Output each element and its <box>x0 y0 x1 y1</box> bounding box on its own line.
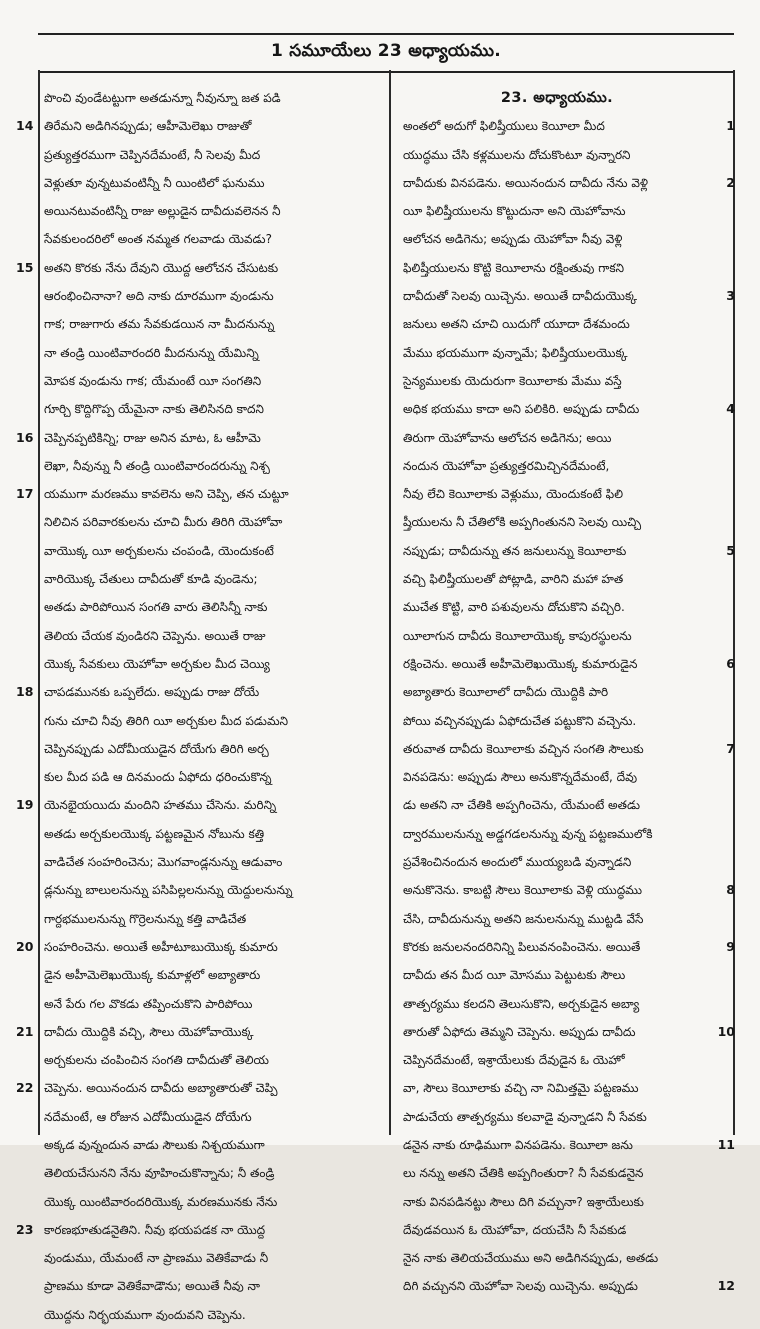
verse-number: 3 <box>726 288 735 304</box>
verse-number: 12 <box>717 1278 735 1294</box>
verse-number: 18 <box>16 684 34 700</box>
text-line <box>397 791 737 819</box>
line-text: కుల మీద పడి ఆ దినమందు ఏఫోదు ధరించుకొన్న <box>44 770 272 785</box>
text-line <box>397 1159 737 1187</box>
line-text: అతడు అర్చకులయొక్క పట్టణమైన నోబును కత్తి <box>44 826 265 841</box>
verse-number: 9 <box>726 938 735 954</box>
line-text: వారియొక్క చేతులు దావీదుతో కూడి వుండెను; <box>44 572 258 587</box>
text-line <box>14 141 386 169</box>
verse-number: 16 <box>16 429 34 445</box>
line-text: తిరేమని అడిగినప్పుడు; ఆహీమెలెఖు రాజుతో <box>44 119 252 134</box>
line-text: జనులు అతని చూచి యిదుగో యూదా దేశమందు <box>403 317 630 332</box>
line-text: తిరుగా యెహోవాను ఆలోచన అడిగెను; అయి <box>403 430 612 445</box>
verse-number: 17 <box>16 486 34 502</box>
line-text: దావీదు తన మీద యీ మోసము పెట్టుటకు సౌలు <box>403 968 626 983</box>
line-text: తారుతో ఏఫోదు తెమ్మని చెప్పెను. అప్పుడు దావీదు <box>403 1024 636 1039</box>
text-line <box>397 1074 737 1102</box>
text-line <box>14 1216 386 1244</box>
text-line <box>397 339 737 367</box>
text-line <box>14 820 386 848</box>
line-text: అబ్యాతారు కెయీలాలో దావీదు యొద్దికి పారి <box>403 685 609 700</box>
line-text: ప్రాణము కూడా వెతికేవాడౌను; అయితే నీవు నా <box>44 1279 261 1294</box>
text-line <box>397 197 737 225</box>
text-line <box>14 791 386 819</box>
text-line <box>397 876 737 904</box>
line-text: ద్వారములనున్ను అడ్డగడలనున్ను వున్న పట్టణములోకి <box>403 826 653 841</box>
text-line <box>14 848 386 876</box>
text-line <box>14 169 386 197</box>
text-line <box>14 905 386 933</box>
text-line <box>14 84 386 112</box>
text-line <box>14 367 386 395</box>
text-line <box>397 480 737 508</box>
line-text: అతని కొరకు నేను దేవుని యొద్ద ఆలోచన చేసుటకు <box>44 260 279 275</box>
line-text: అనుకొనెను. కాబట్టి సౌలు కెయీలాకు వెళ్లి యుద్ధము <box>403 883 643 898</box>
line-text: ఫిలిష్తీయులను కొట్టి కెయీలాను రక్షింతువు గాకని <box>403 260 625 275</box>
line-text: యీ ఫిలిష్తీయులను కొట్టుదునా అని యెహోవాను <box>403 204 626 219</box>
line-text: తరువాత దావీదు కెయీలాకు వచ్చిన సంగతి సౌలుకు <box>403 741 644 756</box>
line-text: గాక; రాజుగారు తమ సేవకుడయిన నా మీదనున్ను <box>44 317 275 332</box>
text-line <box>397 650 737 678</box>
verse-number: 22 <box>16 1080 34 1096</box>
verse-number: 11 <box>717 1136 735 1152</box>
verse-number: 19 <box>16 797 34 813</box>
line-text: అంతలో అదుగో ఫిలిష్తీయులు కెయీలా మీద <box>403 119 605 134</box>
line-text: వాడిచేత సంహరించెను; మొగవాండ్లనున్ను ఆడువాం <box>44 855 283 870</box>
left-text-column <box>14 84 386 1329</box>
text-line <box>14 1301 386 1329</box>
line-text: చెప్పినప్పుడు ఎదోమీయుడైన దోయేగు తిరిగి అర్చ <box>44 741 269 756</box>
text-line <box>14 1074 386 1102</box>
text-line <box>397 141 737 169</box>
text-line <box>397 1046 737 1074</box>
line-text: ఆలోచన అడిగెను; అప్పుడు యెహోవా నీవు వెళ్లి <box>403 232 623 247</box>
line-text: డ్లనున్ను బాలులనున్ను పసిపిల్లలనున్ను యెద్దులనున్ను <box>44 883 293 898</box>
text-line <box>14 254 386 282</box>
text-line <box>14 508 386 536</box>
text-line <box>14 678 386 706</box>
line-text: యొద్దను నిర్భయముగా వుందువని చెప్పెను. <box>44 1307 246 1322</box>
verse-number: 1 <box>726 118 735 134</box>
line-text: సంహరించెను. అయితే అహీటూబుయొక్క కుమారు <box>44 939 278 954</box>
line-text: ఆరంభించినానా? అది నాకు దూరముగా వుండును <box>44 289 274 304</box>
text-line <box>14 990 386 1018</box>
line-text: పొంచి వుండేటట్టుగా అతడున్నూ నీవున్నూ జత పడి <box>44 91 281 105</box>
line-text: వా, సౌలు కెయీలాకు వచ్చి నా నిమిత్తమై పట్టణము <box>403 1081 639 1096</box>
line-text: అయినటువంటిన్నీ రాజు అల్లుడైన దావీదువలెనన నీ <box>44 204 281 219</box>
text-line <box>14 480 386 508</box>
text-line <box>397 933 737 961</box>
line-text: గార్దభములనున్ను గొర్రెలనున్ను కత్తి వాడిచేత <box>44 911 247 926</box>
page-title: 1 సమూయేలు 23 అధ్యాయము. <box>270 41 502 61</box>
text-line <box>14 1018 386 1046</box>
text-line <box>397 763 737 791</box>
verse-number: 23 <box>16 1221 34 1237</box>
text-line <box>14 763 386 791</box>
line-text: దావీదుకు వినపడెను. అయినందున దావీదు నేను వెళ్లి <box>403 175 648 190</box>
text-line <box>14 112 386 140</box>
line-text: వచ్చి ఫిలిష్తీయులతో పోట్లాడి, వారిని మహా హత <box>403 572 624 587</box>
text-line <box>397 254 737 282</box>
text-line <box>14 225 386 253</box>
line-text: నందున యెహోవా ప్రత్యుత్తరమిచ్చినదేమంటే, <box>403 458 610 473</box>
line-text: ముచేత కొట్టి, వారి పశువులను దోచుకొని వచ్చిరి. <box>403 600 625 615</box>
line-text: కొరకు జనులనందరినిన్ని పిలువనంపించెను. అయితే <box>403 939 641 954</box>
text-line <box>14 1131 386 1159</box>
text-line <box>397 395 737 423</box>
line-text: యెనభైయయిదు మందిని హతము చేసెను. మరిన్ని <box>44 798 277 813</box>
text-line <box>397 310 737 338</box>
line-text: యీలాగున దావీదు కెయీలాయొక్క కాపురస్థులను <box>403 628 632 643</box>
line-text: యొక్క సేవకులు యెహోవా అర్చకుల మీద చెయ్యి <box>44 656 270 671</box>
line-text: గూర్చి కొద్దిగొప్ప యేమైనా నాకు తెలిసినది కాదని <box>44 402 264 417</box>
verse-number: 21 <box>16 1023 34 1039</box>
text-line <box>14 282 386 310</box>
verse-number: 5 <box>726 542 735 558</box>
text-line <box>14 933 386 961</box>
text-line <box>14 1244 386 1272</box>
line-text: సేవకులందరిలో అంత నమ్మత గలవాడు యెవడు? <box>44 232 272 247</box>
text-line <box>397 990 737 1018</box>
line-text: తెలియచేసునని నేను వూహించుకొన్నాను; నీ తండ్రి <box>44 1166 275 1181</box>
verse-number: 10 <box>717 1023 735 1039</box>
line-text: చేసి, దావీదునున్ను అతని జనులనున్ను ముట్టడి వేసే <box>403 911 644 926</box>
line-text: లు నన్ను అతని చేతికి అప్పగింతురా? నీ సేవకుడనైన <box>403 1166 644 1181</box>
text-line <box>397 1216 737 1244</box>
line-text: డు అతని నా చేతికి అప్పగించెను, యేమంటే అతడు <box>403 798 641 813</box>
text-line <box>397 1272 737 1300</box>
line-text: తాత్పర్యము కలదని తెలుసుకొని, అర్చకుడైన అబ్యా <box>403 996 640 1011</box>
text-line <box>14 452 386 480</box>
text-line <box>14 197 386 225</box>
verse-number: 8 <box>726 882 735 898</box>
line-text: డైన అహీమెలెఖుయొక్క కుమాళ్లలో అబ్యాతారు <box>44 968 261 983</box>
verse-number: 4 <box>726 401 735 417</box>
line-text: సైన్యములకు యెదురుగా కెయీలాకు మేము వస్తే <box>403 373 622 388</box>
line-text: డనైన నాకు రూఢిముగా వినపడెను. కెయీలా జను <box>403 1137 633 1152</box>
text-line <box>14 1272 386 1300</box>
line-text: నీవు లేచి కెయీలాకు వెళ్లుము, యెందుకంటే ఫిలి <box>403 487 624 502</box>
text-line <box>14 310 386 338</box>
line-text: మోపక వుండును గాక; యేమంటే యీ సంగతిని <box>44 373 262 388</box>
line-text: లెఖా, నీవున్ను నీ తండ్రి యింటివారందరున్ను నిశ్చ <box>44 458 270 473</box>
line-text: మేము భయముగా వున్నామే; ఫిలిష్తీయులయొక్క <box>403 345 628 360</box>
line-text: యుద్ధము చేసి కళ్లములను దోచుకొంటూ వున్నారని <box>403 147 631 162</box>
text-line <box>14 650 386 678</box>
line-text: నాకు వినపడినట్టు సౌలు దిగి వచ్చునా? ఇశ్రాయేలుకు <box>403 1194 644 1209</box>
text-line <box>397 1103 737 1131</box>
text-line <box>397 452 737 480</box>
text-line <box>397 593 737 621</box>
text-line <box>397 820 737 848</box>
line-text: పోయి వచ్చినప్పుడు ఏఫోదుచేత పట్టుకొని వచ్చెను. <box>403 713 637 728</box>
line-text: దావీదు యొద్దికి వచ్చి, సౌలు యెహోవాయొక్క <box>44 1024 254 1039</box>
text-line <box>14 1188 386 1216</box>
line-text: చాపడమునకు ఒప్పలేదు. అప్పుడు రాజు దోయే <box>44 685 260 700</box>
text-line <box>397 1188 737 1216</box>
text-line <box>397 565 737 593</box>
page-header <box>38 33 734 73</box>
line-text: కారణభూతుడనైతిని. నీవు భయపడక నా యొద్ద <box>44 1222 266 1237</box>
line-text: నప్పుడు; దావీదున్ను తన జనులున్ను కెయీలాకు <box>403 543 627 558</box>
text-line <box>397 424 737 452</box>
text-line <box>14 707 386 735</box>
text-line <box>397 112 737 140</box>
text-line <box>397 678 737 706</box>
text-line <box>397 961 737 989</box>
line-text: అనే పేరు గల వొకడు తప్పించుకొని పారిపోయి <box>44 996 253 1011</box>
line-text: నైన నాకు తెలియచేయుము అని అడిగినప్పుడు, అతడు <box>403 1251 659 1266</box>
text-line <box>14 1103 386 1131</box>
verse-number: 20 <box>16 938 34 954</box>
text-line <box>397 848 737 876</box>
verse-number: 14 <box>16 118 34 134</box>
text-line <box>14 339 386 367</box>
column-divider <box>389 70 391 1135</box>
text-line <box>14 1159 386 1187</box>
text-line <box>397 537 737 565</box>
text-line <box>397 1018 737 1046</box>
line-text: చెప్పినప్పటికిన్ని; రాజు అనిన మాట, ఓ ఆహీమె <box>44 430 261 445</box>
line-text: యొక్క యింటివారందరియొక్క మరణమునకు నేను <box>44 1194 278 1209</box>
text-line <box>14 735 386 763</box>
chapter-heading: 23. అధ్యాయము. <box>500 90 614 106</box>
line-text: గును చూచి నీవు తిరిగి యీ అర్చకుల మీద పడుమని <box>44 713 289 728</box>
right-text-column <box>397 84 737 1301</box>
line-text: తెలియ చేయక వుండిరని చెప్పెను. అయితే రాజు <box>44 628 266 643</box>
text-line <box>14 593 386 621</box>
text-line <box>14 565 386 593</box>
line-text: దావీదుతో సెలవు యిచ్చెను. అయితే దావీదుయొక్క <box>403 289 638 304</box>
text-line <box>14 961 386 989</box>
line-text: అక్కడ వున్నందున వాడు సౌలుకు నిశ్చయముగా <box>44 1137 265 1152</box>
line-text: వినపడెను: అప్పుడు సౌలు అనుకొన్నదేమంటే, దేవు <box>403 770 638 785</box>
text-line <box>14 424 386 452</box>
text-line <box>397 622 737 650</box>
text-line <box>397 169 737 197</box>
verse-number: 2 <box>726 174 735 190</box>
text-line <box>397 1244 737 1272</box>
text-line <box>397 735 737 763</box>
verse-number: 6 <box>726 655 735 671</box>
line-text: ప్రత్యుత్తరముగా చెప్పినదేమంటే, నీ సెలవు మీద <box>44 147 261 162</box>
line-text: వాయొక్క యీ అర్చకులను చంపండి, యెందుకంటే <box>44 543 274 558</box>
line-text: దేవుడవయిన ఓ యెహోవా, దయచేసి నీ సేవకుడ <box>403 1222 627 1237</box>
line-text: యముగా మరణము కావలెను అని చెప్పి, తన చుట్టూ <box>44 487 289 502</box>
line-text: నదేమంటే, ఆ రోజున ఎదోమీయుడైన దోయేగు <box>44 1109 252 1124</box>
line-text: ష్తీయులను నీ చేతిలోకి అప్పగింతునని సెలవు యిచ్చి <box>403 515 642 530</box>
text-line <box>397 508 737 536</box>
text-line <box>397 225 737 253</box>
line-text: చెప్పెను. అయినందున దావీదు అబ్యాతారుతో చెప్పి <box>44 1081 278 1096</box>
line-text: వెళ్లుతూ వున్నటువంటిన్నీ నీ యింటిలో ఘనుము <box>44 175 265 190</box>
line-text: చెప్పినదేమంటే, ఇశ్రాయేలుకు దేవుడైన ఓ యెహో <box>403 1053 625 1068</box>
verse-number: 15 <box>16 259 34 275</box>
line-text: నా తండ్రి యింటివారందరి మీదనున్ను యేమిన్ని <box>44 345 259 360</box>
text-line <box>397 282 737 310</box>
text-line <box>14 1046 386 1074</box>
text-line <box>397 1131 737 1159</box>
line-text: అర్చకులను చంపించిన సంగతి దావీదుతో తెలియ <box>44 1053 269 1068</box>
text-line <box>14 876 386 904</box>
text-line <box>397 905 737 933</box>
line-text: ప్రవేశించినందున అందులో ముయ్యబడి వున్నాడని <box>403 855 632 870</box>
line-text: పాడుచేయ తాత్పర్యము కలవాడై వున్నాడని నీ సేవకు <box>403 1109 647 1124</box>
line-text: అతడు పారిపోయిన సంగతి వారు తెలిసిన్నీ నాకు <box>44 600 268 615</box>
line-text: నిలిచిన పరివారకులను చూచి మీరు తిరిగి యెహోవా <box>44 515 283 530</box>
line-text: దిగి వచ్చునని యెహోవా సెలవు యిచ్చెను. అప్పుడు <box>403 1279 638 1294</box>
line-text: రక్షించెను. అయితే అహీమెలెఖుయొక్క కుమారుడైన <box>403 656 638 671</box>
line-text: వుండుము, యేమంటే నా ప్రాణము వెతికేవాడు నీ <box>44 1251 269 1266</box>
text-line <box>397 707 737 735</box>
text-line <box>14 622 386 650</box>
verse-number: 7 <box>726 740 735 756</box>
text-line <box>14 537 386 565</box>
text-line <box>14 395 386 423</box>
text-line <box>397 367 737 395</box>
line-text: అధిక భయము కాదా అని పలికిరి. అప్పుడు దావీదు <box>403 402 640 417</box>
